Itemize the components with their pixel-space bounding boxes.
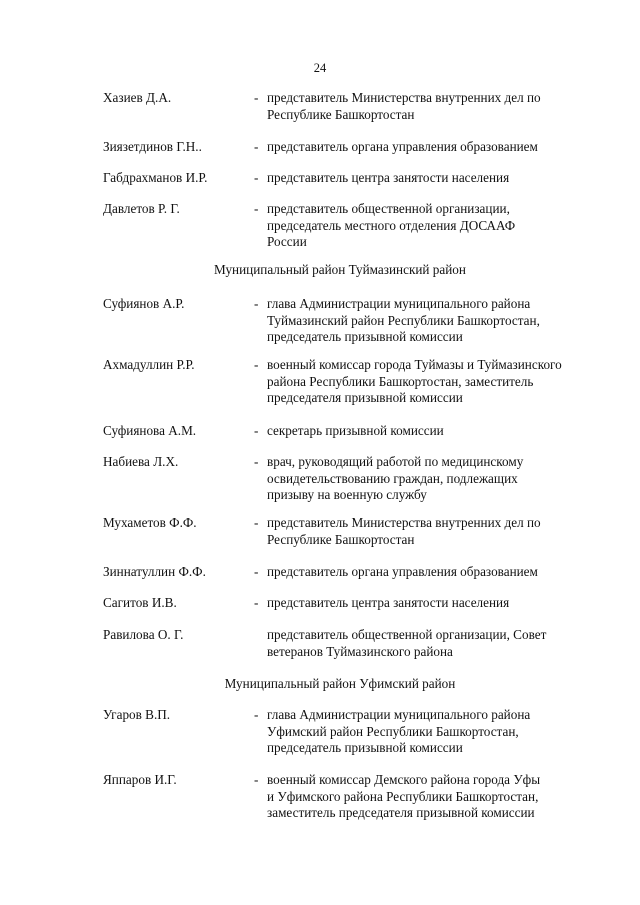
dash: -	[254, 357, 259, 372]
role-line: глава Администрации муниципального района	[267, 296, 531, 311]
person-name: Зиязетдинов Г.Н..	[103, 139, 202, 154]
dash: -	[254, 772, 259, 787]
role-text	[267, 564, 607, 581]
dash: -	[254, 201, 259, 216]
person-name: Суфиянова А.М.	[103, 423, 197, 438]
role-text	[267, 357, 607, 407]
role-text	[267, 595, 607, 612]
person-name: Мухаметов Ф.Ф.	[103, 515, 197, 530]
role-line: председатель призывной комиссии	[267, 329, 463, 344]
role-line: призыву на военную службу	[267, 487, 427, 502]
person-name: Равилова О. Г.	[103, 627, 184, 642]
dash: -	[254, 515, 259, 530]
person-name: Зиннатуллин Ф.Ф.	[103, 564, 206, 579]
person-name: Яппаров И.Г.	[103, 772, 177, 787]
role-line: Республике Башкортостан	[267, 106, 415, 122]
role-line: Уфимский район Республики Башкортостан,	[267, 723, 519, 739]
role-text	[267, 515, 607, 548]
role-text	[267, 627, 607, 660]
role-text	[267, 707, 607, 757]
dash: -	[254, 707, 259, 722]
role-line: представитель общественной организации,	[267, 201, 510, 216]
role-line: Туймазинский район Республики Башкортостан,	[267, 312, 540, 328]
role-line: Республике Башкортостан	[267, 531, 415, 547]
dash: -	[254, 170, 259, 185]
role-text	[267, 296, 607, 346]
section-heading: Муниципальный район Туймазинский район	[214, 262, 466, 277]
role-line: заместитель председателя призывной комиссии	[267, 805, 535, 820]
role-line: врач, руководящий работой по медицинскому	[267, 454, 524, 469]
dash: -	[254, 564, 259, 579]
role-line: района Республики Башкортостан, заместитель	[267, 373, 534, 389]
dash: -	[254, 423, 259, 438]
role-line: представитель Министерства внутренних дел по	[267, 515, 541, 530]
role-line: представитель центра занятости населения	[267, 170, 510, 185]
role-text	[267, 772, 607, 822]
role-line: ветеранов Туймазинского района	[267, 643, 453, 659]
role-line: России	[267, 234, 307, 249]
person-name: Давлетов Р. Г.	[103, 201, 180, 216]
role-text	[267, 454, 607, 504]
dash: -	[254, 595, 259, 610]
dash: -	[254, 90, 259, 105]
role-line: освидетельствованию граждан, подлежащих	[267, 470, 518, 486]
role-line: представитель органа управления образованием	[267, 139, 538, 154]
role-line: председатель местного отделения ДОСААФ	[267, 217, 516, 233]
person-name: Суфиянов А.Р.	[103, 296, 185, 311]
role-line: председатель призывной комиссии	[267, 740, 463, 755]
dash: -	[254, 296, 259, 311]
person-name: Сагитов И.В.	[103, 595, 177, 610]
role-line: председателя призывной комиссии	[267, 390, 463, 405]
person-name: Набиева Л.Х.	[103, 454, 179, 469]
person-name: Ахмадуллин Р.Р.	[103, 357, 195, 372]
dash: -	[254, 454, 259, 469]
role-line: военный комиссар Демского района города Уфы	[267, 772, 541, 787]
role-line: представитель центра занятости населения	[267, 595, 510, 610]
role-line: представитель органа управления образованием	[267, 564, 538, 579]
person-name: Хазиев Д.А.	[103, 90, 172, 105]
role-text	[267, 90, 607, 123]
role-text	[267, 423, 607, 440]
role-line: представитель общественной организации, Совет	[267, 627, 547, 642]
role-line: секретарь призывной комиссии	[267, 423, 444, 438]
role-line: представитель Министерства внутренних дел по	[267, 90, 541, 105]
role-line: и Уфимского района Республики Башкортостан,	[267, 788, 539, 804]
role-text	[267, 139, 607, 156]
role-line: глава Администрации муниципального района	[267, 707, 531, 722]
section-heading: Муниципальный район Уфимский район	[224, 676, 456, 691]
role-text	[267, 170, 607, 187]
person-name: Угаров В.П.	[103, 707, 171, 722]
dash: -	[254, 139, 259, 154]
role-line: военный комиссар города Туймазы и Туймазинского	[267, 357, 562, 372]
person-name: Габдрахманов И.Р.	[103, 170, 208, 185]
page-number: 24	[313, 61, 327, 75]
role-text	[267, 201, 607, 251]
